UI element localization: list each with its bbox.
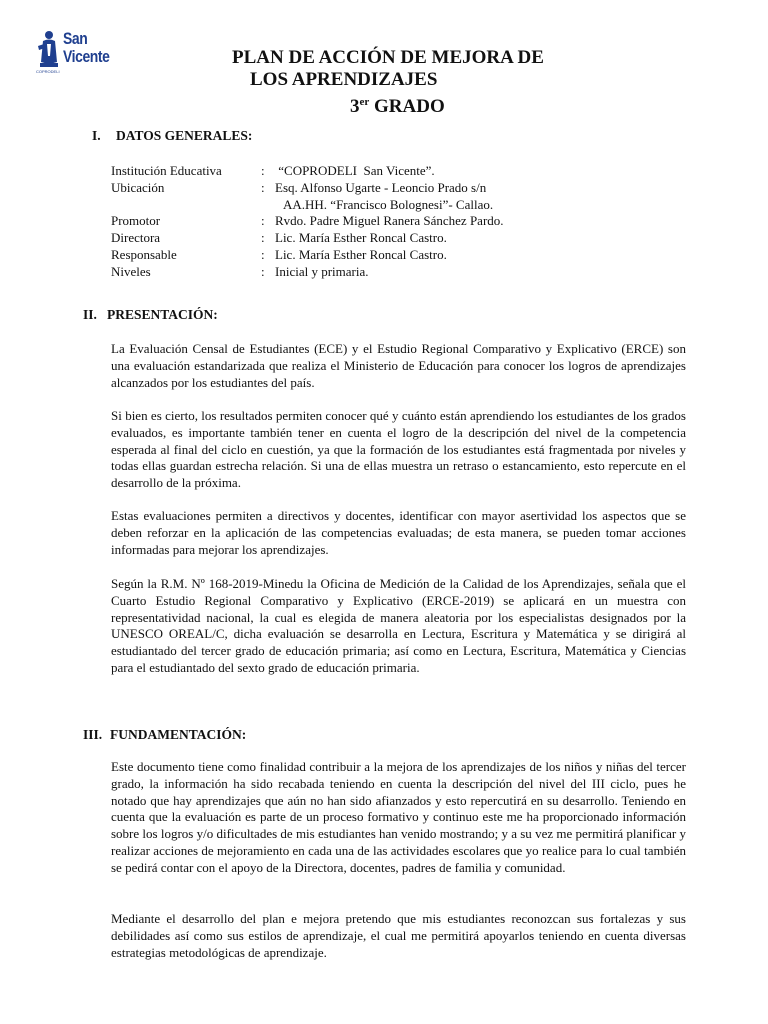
logo-text-vicente: Vicente bbox=[63, 47, 110, 66]
presentacion-paragraph-3: Estas evaluaciones permiten a directivos y docentes, identificar con mayor asertividad los aspectos que se deben reforzar en la aplicación de las competencias evaluadas; de esta manera, se pueden tomar acciones informadas para mejorar los aprendizajes. bbox=[111, 508, 686, 557]
info-label: Responsable bbox=[111, 246, 177, 262]
info-value: AA.HH. “Francisco Bolognesi”- Callao. bbox=[283, 196, 494, 212]
section-title: PRESENTACIÓN: bbox=[107, 307, 218, 322]
info-row-niveles bbox=[111, 264, 504, 281]
section-heading-datos bbox=[92, 128, 252, 144]
info-colon: : bbox=[261, 246, 265, 262]
presentacion-paragraph-1: La Evaluación Censal de Estudiantes (ECE) y el Estudio Regional Comparativo y Explicativo (ERCE) son una evaluación estandarizada que realiza el Ministerio de Educación para conocer los logros de aprendizajes alcanzados por los estudiantes del país. bbox=[111, 341, 686, 390]
fundamentacion-paragraph-1: Este documento tiene como finalidad contribuir a la mejora de los aprendizajes de los niños y niñas del tercer grado, la información ha sido recabada teniendo en cuenta la descripción del nivel del III ciclo, pues he notado que hay aprendizajes que aún no han sido afianzados y esto repercutirá en su desarrollo. Teniendo en cuenta que la evaluación es parte de un proceso formativo y continuo este me ha proporcionado información sobre los logros y/o dificultades de mis estudiantes han venido mostrando; y a su vez me permitirá planificar y realizar acciones de mejoramiento en cada una de las actividades escolares que yo realice para lo cual también se pedirá contar con el apoyo de la Directora, docentes, padres de familia y comunidad. bbox=[111, 759, 686, 875]
title-line-2: LOS APRENDIZAJES bbox=[250, 69, 438, 90]
section-number: I. bbox=[92, 128, 101, 143]
info-row-institucion bbox=[111, 163, 504, 180]
info-row-promotor bbox=[111, 213, 504, 230]
info-value: “COPRODELI San Vicente”. bbox=[275, 163, 435, 178]
info-label: Niveles bbox=[111, 263, 151, 279]
info-colon bbox=[261, 197, 275, 214]
info-label: Ubicación bbox=[111, 179, 165, 195]
info-label: Promotor bbox=[111, 213, 161, 229]
section-title: FUNDAMENTACIÓN: bbox=[110, 727, 247, 742]
presentacion-paragraph-4: Según la R.M. Nº 168-2019-Minedu la Oficina de Medición de la Calidad de los Aprendizajes, señala que el Cuarto Estudio Regional Comparativo y Explicativo (ERCE-2019) se aplicará en un muestra con representatividad nacional, la cual es elegida de manera aleatoria por los especialistas designados por la UNESCO OREAL/C, dicha evaluación se desarrolla en Lectura, Escritura y Matemática y se dirigirá al estudiantado del tercer grado de educación primaria; así como en Lectura, Escritura, Matemática y Ciencias para el estudiantado del sexto grado de educación primaria. bbox=[111, 576, 686, 675]
title-grade bbox=[350, 91, 445, 118]
info-value: Inicial y primaria. bbox=[275, 263, 369, 279]
info-row-directora bbox=[111, 230, 504, 247]
info-label bbox=[111, 197, 261, 214]
section-heading-presentacion bbox=[83, 307, 218, 323]
section-number: III. bbox=[83, 727, 103, 742]
grade-superscript: er bbox=[359, 96, 370, 108]
logo-small-text: COPRODELI bbox=[36, 69, 60, 74]
info-value: Esq. Alfonso Ugarte - Leoncio Prado s/n bbox=[275, 179, 487, 195]
info-value: Rvdo. Padre Miguel Ranera Sánchez Pardo. bbox=[275, 213, 504, 229]
info-label: Institución Educativa bbox=[111, 163, 222, 178]
section-number: II. bbox=[83, 307, 97, 322]
presentacion-paragraph-2: Si bien es cierto, los resultados permiten conocer qué y cuánto están aprendiendo los estudiantes de los grados evaluados, es importante también tener en cuenta el logro de la descripción del nivel de la competencia esperada al final del ciclo en cuestión, ya que la formación de los estudiantes está fragmentada por niveles y todas ellas guardan estrecha relación. Si una de ellas muestra un retraso o estancamiento, esto repercute en el desarrollo de la próxima. bbox=[111, 408, 686, 491]
info-colon: : bbox=[261, 230, 265, 246]
info-colon: : bbox=[261, 263, 265, 279]
saint-figure-icon bbox=[36, 28, 62, 72]
datos-generales-table bbox=[111, 163, 504, 281]
info-value: Lic. María Esther Roncal Castro. bbox=[275, 246, 447, 262]
fundamentacion-paragraph-2: Mediante el desarrollo del plan e mejora pretendo que mis estudiantes reconozcan sus fortalezas y sus debilidades así como sus estilos de aprendizaje, el cual me permitirá apoyarlos teniendo en cuenta diversas estrategias metodológicas de aprendizaje. bbox=[111, 911, 686, 960]
section-title: DATOS GENERALES: bbox=[116, 128, 253, 143]
info-row-ubicacion-cont bbox=[111, 197, 504, 214]
grade-word: GRADO bbox=[374, 96, 445, 117]
title-line-1: PLAN DE ACCIÓN DE MEJORA DE bbox=[232, 47, 544, 68]
info-value: Lic. María Esther Roncal Castro. bbox=[275, 230, 447, 246]
grade-number: 3 bbox=[350, 96, 360, 117]
info-colon: : bbox=[261, 179, 265, 195]
info-label: Directora bbox=[111, 230, 161, 246]
info-colon: : bbox=[261, 213, 265, 229]
school-logo bbox=[36, 26, 108, 78]
info-row-responsable bbox=[111, 247, 504, 264]
logo-text-san: San bbox=[63, 29, 88, 48]
section-heading-fundamentacion bbox=[83, 727, 246, 743]
info-row-ubicacion bbox=[111, 180, 504, 197]
info-colon: : bbox=[261, 163, 265, 178]
